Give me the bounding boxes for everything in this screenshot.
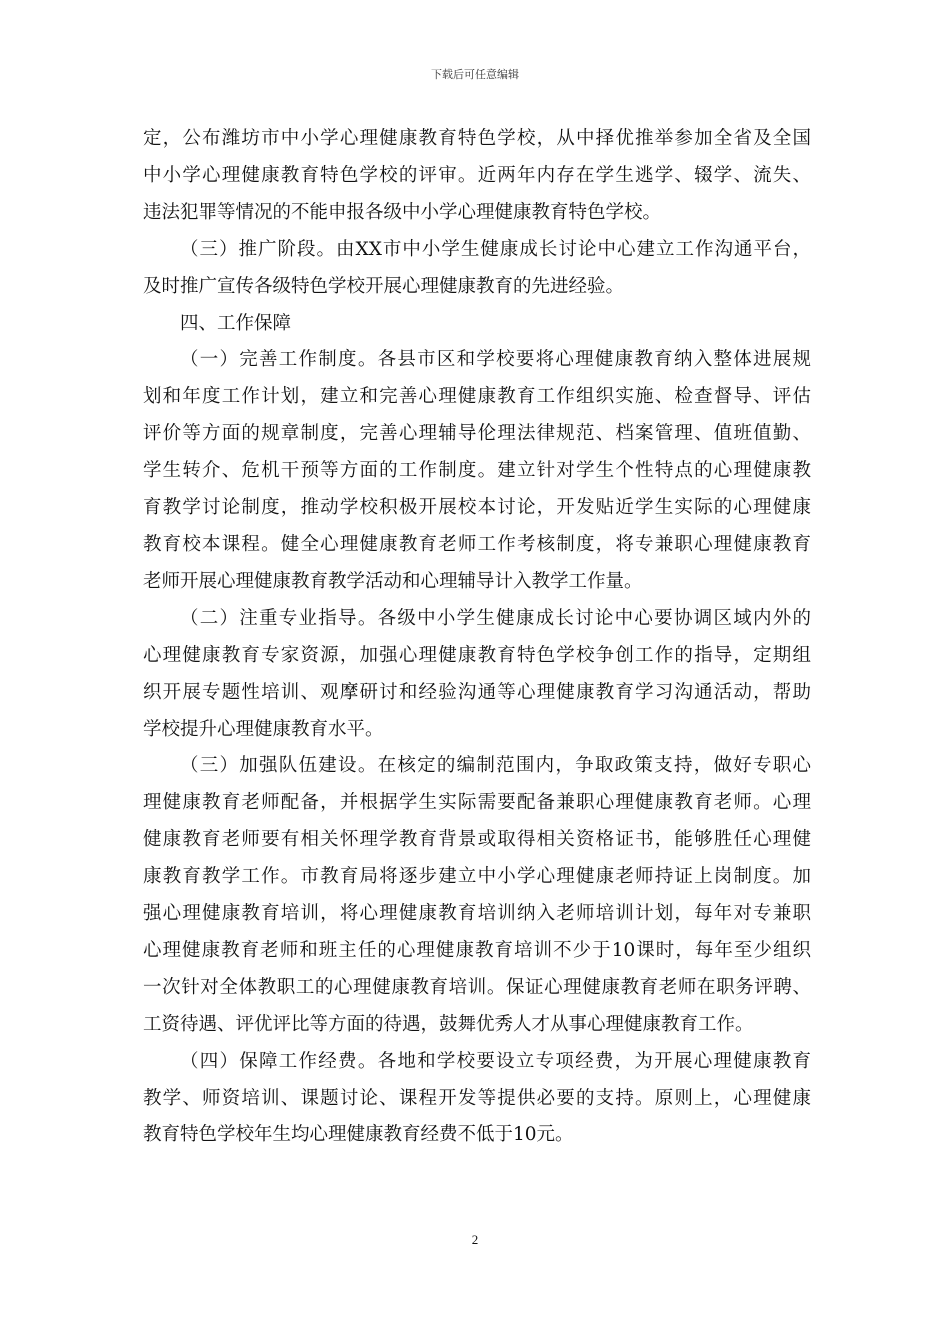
text-line: 教育校本课程。健全心理健康教育老师工作考核制度，将专兼职心理健康教育 — [143, 533, 811, 555]
page-header: 下载后可任意编辑 — [431, 68, 519, 81]
text-line: 健康教育老师要有相关怀理学教育背景或取得相关资格证书，能够胜任心理健 — [143, 829, 811, 851]
text-line: （一）完善工作制度。各县市区和学校要将心理健康教育纳入整体进展规 — [180, 349, 811, 371]
paragraph — [143, 121, 811, 232]
text-line: 强心理健康教育培训，将心理健康教育培训纳入老师培训计划，每年对专兼职 — [143, 903, 811, 925]
paragraph — [143, 748, 811, 1043]
text-line: （二）注重专业指导。各级中小学生健康成长讨论中心要协调区域内外的 — [180, 607, 811, 629]
page-number: 2 — [471, 1232, 479, 1247]
text-line: 中小学心理健康教育特色学校的评审。近两年内存在学生逃学、辍学、流失、 — [143, 164, 811, 186]
text-line: 理健康教育老师配备，并根据学生实际需要配备兼职心理健康教育老师。心理 — [143, 792, 811, 814]
paragraph — [143, 342, 811, 600]
text-line: （三）加强队伍建设。在核定的编制范围内，争取政策支持，做好专职心 — [180, 755, 811, 777]
text-line: 违法犯罪等情况的不能申报各级中小学心理健康教育特色学校。 — [143, 201, 662, 223]
text-line: 及时推广宣传各级特色学校开展心理健康教育的先进经验。 — [143, 275, 625, 297]
text-line: 康教育教学工作。市教育局将逐步建立中小学心理健康老师持证上岗制度。加 — [143, 866, 811, 888]
text-line: 织开展专题性培训、观摩研讨和经验沟通等心理健康教育学习沟通活动，帮助 — [143, 681, 811, 703]
text-line: 定，公布潍坊市中小学心理健康教育特色学校，从中择优推举参加全省及全国 — [143, 128, 811, 149]
text-line: 心理健康教育专家资源，加强心理健康教育特色学校争创工作的指导，定期组 — [143, 644, 811, 666]
text-line: 教学、师资培训、课题讨论、课程开发等提供必要的支持。原则上，心理健康 — [143, 1087, 811, 1109]
text-line: 老师开展心理健康教育教学活动和心理辅导计入教学工作量。 — [143, 570, 643, 592]
text-line: 心理健康教育老师和班主任的心理健康教育培训不少于10课时，每年至少组织 — [143, 939, 811, 961]
text-line: 学生转介、危机干预等方面的工作制度。建立针对学生个性特点的心理健康教 — [143, 460, 811, 482]
text-line: （三）推广阶段。由XX市中小学生健康成长讨论中心建立工作沟通平台， — [180, 238, 811, 260]
document-body — [143, 121, 811, 1154]
text-line: 育教学讨论制度，推动学校积极开展校本讨论，开发贴近学生实际的心理健康 — [143, 497, 811, 519]
text-line: 工资待遇、评优评比等方面的待遇，鼓舞优秀人才从事心理健康教育工作。 — [143, 1013, 754, 1035]
paragraph — [143, 306, 811, 343]
paragraph — [143, 601, 811, 749]
paragraph — [143, 1044, 811, 1155]
text-line: （四）保障工作经费。各地和学校要设立专项经费，为开展心理健康教育 — [180, 1050, 811, 1072]
text-line: 一次针对全体教职工的心理健康教育培训。保证心理健康教育老师在职务评聘、 — [143, 976, 811, 998]
paragraph — [143, 232, 811, 306]
text-line: 四、工作保障 — [180, 312, 292, 334]
text-line: 评价等方面的规章制度，完善心理辅导伦理法律规范、档案管理、值班值勤、 — [143, 423, 811, 445]
text-line: 学校提升心理健康教育水平。 — [143, 718, 384, 740]
text-line: 划和年度工作计划，建立和完善心理健康教育工作组织实施、检查督导、评估 — [143, 386, 811, 408]
text-line: 教育特色学校年生均心理健康教育经费不低于10元。 — [143, 1124, 574, 1146]
